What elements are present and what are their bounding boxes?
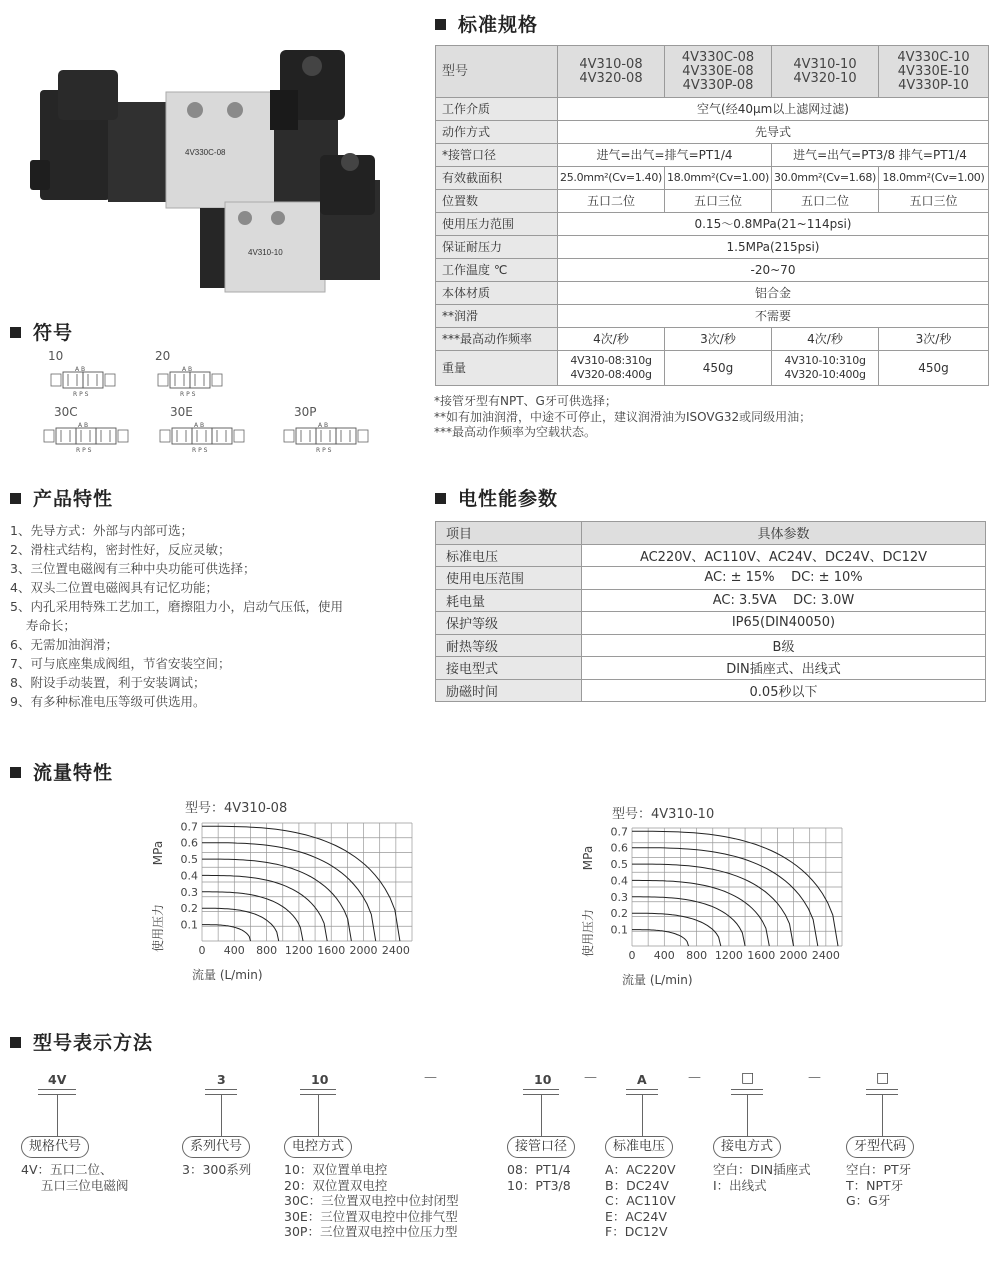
spec-notes bbox=[434, 394, 811, 441]
spec-label-lube: **润滑 bbox=[436, 305, 558, 328]
label-thread-code: 牙型代码 bbox=[846, 1136, 914, 1158]
flow-curve-p0.3 bbox=[202, 892, 303, 941]
chart1-title: 型号：4V310-08 bbox=[185, 801, 288, 816]
section-title-model: 型号表示方法 bbox=[10, 1028, 153, 1055]
spec-value-freq-2: 3次/秒 bbox=[665, 328, 772, 351]
y-axis-label: 使用压力 bbox=[581, 908, 595, 958]
x-axis-label: 流量 (L/min) bbox=[622, 973, 693, 987]
feature-item: 7、可与底座集成阀组，节省安装空间； bbox=[10, 656, 231, 671]
code-stem bbox=[642, 1095, 643, 1136]
y-tick-label: 0.7 bbox=[180, 820, 198, 834]
y-tick-label: 0.3 bbox=[610, 890, 628, 904]
y-tick-label: 0.2 bbox=[180, 902, 198, 916]
elec-row bbox=[436, 679, 986, 702]
elec-header-item: 项目 bbox=[436, 522, 582, 545]
spec-value-action: 先导式 bbox=[558, 121, 989, 144]
flow-curve-p0.1 bbox=[632, 930, 689, 946]
desc-series: 3：300系列 bbox=[182, 1162, 252, 1177]
spec-row-lube bbox=[436, 305, 989, 328]
note-3: ***最高动作频率为空载状态。 bbox=[434, 425, 597, 439]
elec-label: 保护等级 bbox=[436, 612, 582, 635]
spec-label-proof: 保证耐压力 bbox=[436, 236, 558, 259]
svg-text:R P S: R P S bbox=[192, 447, 208, 454]
flow-curve-p0.1 bbox=[202, 925, 251, 941]
spec-value-weight-2: 450g bbox=[665, 351, 772, 386]
symbol-diagram-10 bbox=[45, 364, 123, 404]
chart2-title: 型号：4V310-10 bbox=[612, 807, 715, 822]
spec-value-proof: 1.5MPa(215psi) bbox=[558, 236, 989, 259]
y-tick-label: 0.5 bbox=[610, 858, 628, 872]
spec-label-port: *接管口径 bbox=[436, 144, 558, 167]
code-dash: — bbox=[688, 1070, 701, 1085]
spec-row-proof bbox=[436, 236, 989, 259]
elec-label: 使用电压范围 bbox=[436, 567, 582, 590]
feature-item: 2、滑柱式结构，密封性好，反应灵敏； bbox=[10, 542, 231, 557]
elec-value: AC220V、AC110V、AC24V、DC24V、DC12V bbox=[582, 544, 986, 567]
elec-label: 接电型式 bbox=[436, 657, 582, 680]
flow-chart-4v310-10 bbox=[580, 820, 870, 990]
symbol-label-30e: 30E bbox=[170, 405, 193, 419]
spec-label-position: 位置数 bbox=[436, 190, 558, 213]
spec-row-material bbox=[436, 282, 989, 305]
feature-item: 5、内孔采用特殊工艺加工，磨擦阻力小，启动气压低，使用 bbox=[10, 599, 343, 614]
elec-row bbox=[436, 657, 986, 680]
symbol-label-10: 10 bbox=[48, 349, 64, 363]
flow-chart-4v310-08 bbox=[150, 815, 440, 985]
feature-item: 寿命长； bbox=[10, 618, 76, 633]
label-spec-code: 规格代号 bbox=[21, 1136, 89, 1158]
svg-text:A B: A B bbox=[194, 422, 205, 429]
label-series-code: 系列代号 bbox=[182, 1136, 250, 1158]
y-tick-label: 0.6 bbox=[610, 841, 628, 855]
spec-value-area-3: 30.0mm²(Cv=1.68) bbox=[772, 167, 879, 190]
elec-row bbox=[436, 634, 986, 657]
elec-label: 耐热等级 bbox=[436, 634, 582, 657]
features-list bbox=[10, 521, 410, 711]
x-tick-label: 800 bbox=[256, 944, 278, 957]
feature-item: 6、无需加油润滑； bbox=[10, 637, 118, 652]
code-stem bbox=[221, 1095, 222, 1136]
spec-table bbox=[435, 45, 989, 386]
spec-row-temp bbox=[436, 259, 989, 282]
section-title-flow: 流量特性 bbox=[10, 758, 113, 785]
y-tick-label: 0.3 bbox=[180, 885, 198, 899]
x-tick-label: 1600 bbox=[747, 949, 776, 962]
spec-value-weight-4: 450g bbox=[879, 351, 989, 386]
elec-row bbox=[436, 589, 986, 612]
feature-item: 9、有多种标准电压等级可供选用。 bbox=[10, 694, 206, 709]
spec-value-port-right: 进气=出气=PT3/8 排气=PT1/4 bbox=[772, 144, 989, 167]
desc-connection: 空白：DIN插座式 I：出线式 bbox=[713, 1162, 811, 1193]
code-part-connect: □ bbox=[741, 1070, 755, 1086]
elec-value: AC: 3.5VA DC: 3.0W bbox=[582, 589, 986, 612]
symbol-label-30p: 30P bbox=[294, 405, 317, 419]
label-port-size: 接管口径 bbox=[507, 1136, 575, 1158]
code-part-port: 10 bbox=[534, 1072, 552, 1087]
code-part-thread: □ bbox=[876, 1070, 890, 1086]
svg-text:A B: A B bbox=[182, 366, 193, 373]
spec-header-col1: 4V310-08 4V320-08 bbox=[558, 46, 665, 98]
spec-value-freq-3: 4次/秒 bbox=[772, 328, 879, 351]
y-tick-label: 0.4 bbox=[610, 874, 628, 888]
spec-value-position-1: 五口二位 bbox=[558, 190, 665, 213]
symbol-diagram-30c bbox=[42, 420, 140, 460]
code-part-control: 10 bbox=[311, 1072, 329, 1087]
svg-text:A B: A B bbox=[318, 422, 329, 429]
x-tick-label: 1200 bbox=[284, 944, 313, 957]
elec-header-row bbox=[436, 522, 986, 545]
desc-control: 10：双位置单电控 20：双位置双电控 30C：三位置双电控中位封闭型 30E：三位置双电控中位排气型 30P：三位置双电控中位压力型 bbox=[284, 1162, 459, 1239]
y-axis-label: 使用压力 bbox=[151, 903, 165, 953]
y-axis-unit: MPa bbox=[581, 845, 595, 871]
section-title-symbol: 符号 bbox=[10, 318, 73, 345]
spec-value-position-4: 五口三位 bbox=[879, 190, 989, 213]
product-photo bbox=[20, 30, 420, 305]
elec-row bbox=[436, 544, 986, 567]
spec-label-temp: 工作温度 ℃ bbox=[436, 259, 558, 282]
svg-text:R P S: R P S bbox=[76, 447, 92, 454]
y-tick-label: 0.1 bbox=[610, 923, 628, 937]
code-stem bbox=[318, 1095, 319, 1136]
spec-label-action: 动作方式 bbox=[436, 121, 558, 144]
spec-row-freq bbox=[436, 328, 989, 351]
svg-text:A B: A B bbox=[75, 366, 86, 373]
elec-label: 标准电压 bbox=[436, 544, 582, 567]
desc-spec: 4V：五口二位、 五口三位电磁阀 bbox=[21, 1162, 129, 1193]
spec-row-weight bbox=[436, 351, 989, 386]
section-title-electrical: 电性能参数 bbox=[435, 484, 558, 511]
spec-value-area-2: 18.0mm²(Cv=1.00) bbox=[665, 167, 772, 190]
note-2: **如有加油润滑，中途不可停止，建议润滑油为ISOVG32或同级用油； bbox=[434, 409, 812, 424]
code-dash: — bbox=[808, 1070, 821, 1085]
x-axis-label: 流量 (L/min) bbox=[192, 968, 263, 982]
section-title-features: 产品特性 bbox=[10, 484, 113, 511]
elec-value: 0.05秒以下 bbox=[582, 679, 986, 702]
spec-value-lube: 不需要 bbox=[558, 305, 989, 328]
x-tick-label: 2400 bbox=[811, 949, 840, 962]
code-stem bbox=[882, 1095, 883, 1136]
spec-label-area: 有效截面积 bbox=[436, 167, 558, 190]
spec-value-area-4: 18.0mm²(Cv=1.00) bbox=[879, 167, 989, 190]
symbol-diagram-30e bbox=[158, 420, 256, 460]
spec-row-medium bbox=[436, 98, 989, 121]
spec-row-port bbox=[436, 144, 989, 167]
spec-label-material: 本体材质 bbox=[436, 282, 558, 305]
symbol-diagram-30p bbox=[282, 420, 380, 460]
y-tick-label: 0.4 bbox=[180, 869, 198, 883]
elec-label: 耗电量 bbox=[436, 589, 582, 612]
spec-value-weight-1: 4V310-08:310g 4V320-08:400g bbox=[558, 351, 665, 386]
electrical-table bbox=[435, 521, 986, 702]
elec-value: B级 bbox=[582, 634, 986, 657]
x-tick-label: 1200 bbox=[714, 949, 743, 962]
code-part-spec: 4V bbox=[48, 1072, 67, 1087]
x-tick-label: 0 bbox=[628, 949, 636, 962]
x-tick-label: 800 bbox=[686, 949, 708, 962]
spec-value-weight-3: 4V310-10:310g 4V320-10:400g bbox=[772, 351, 879, 386]
x-tick-label: 2000 bbox=[779, 949, 808, 962]
x-tick-label: 1600 bbox=[317, 944, 346, 957]
section-title-spec: 标准规格 bbox=[435, 10, 538, 37]
elec-value: DIN插座式、出线式 bbox=[582, 657, 986, 680]
spec-value-position-2: 五口三位 bbox=[665, 190, 772, 213]
symbol-label-20: 20 bbox=[155, 349, 171, 363]
spec-label-medium: 工作介质 bbox=[436, 98, 558, 121]
desc-voltage: A：AC220V B：DC24V C：AC110V E：AC24V F：DC12V bbox=[605, 1162, 676, 1239]
spec-label-pressure: 使用压力范围 bbox=[436, 213, 558, 236]
elec-label: 励磁时间 bbox=[436, 679, 582, 702]
label-control-type: 电控方式 bbox=[284, 1136, 352, 1158]
spec-header-label: 型号 bbox=[436, 46, 558, 98]
code-stem bbox=[541, 1095, 542, 1136]
valve-4v330c-08-image bbox=[30, 50, 345, 210]
spec-row-pressure bbox=[436, 213, 989, 236]
flow-curve-p0.7 bbox=[202, 826, 400, 941]
spec-value-port-left: 进气=出气=排气=PT1/4 bbox=[558, 144, 772, 167]
valve1-label: 4V330C-08 bbox=[185, 148, 226, 157]
code-dash: — bbox=[424, 1070, 437, 1085]
svg-text:R P S: R P S bbox=[316, 447, 332, 454]
elec-value: IP65(DIN40050) bbox=[582, 612, 986, 635]
spec-value-medium: 空气(经40μm以上滤网过滤) bbox=[558, 98, 989, 121]
y-tick-label: 0.1 bbox=[180, 918, 198, 932]
spec-header-col3: 4V310-10 4V320-10 bbox=[772, 46, 879, 98]
feature-item: 1、先导方式：外部与内部可选； bbox=[10, 523, 193, 538]
spec-value-temp: -20~70 bbox=[558, 259, 989, 282]
elec-row bbox=[436, 567, 986, 590]
svg-text:R P S: R P S bbox=[73, 391, 89, 398]
feature-item: 3、三位置电磁阀有三种中央功能可供选择； bbox=[10, 561, 256, 576]
svg-text:R P S: R P S bbox=[180, 391, 196, 398]
y-tick-label: 0.5 bbox=[180, 853, 198, 867]
elec-header-param: 具体参数 bbox=[582, 522, 986, 545]
symbol-label-30c: 30C bbox=[54, 405, 78, 419]
flow-curve-p0.3 bbox=[632, 897, 745, 946]
spec-header-col2: 4V330C-08 4V330E-08 4V330P-08 bbox=[665, 46, 772, 98]
x-tick-label: 400 bbox=[223, 944, 245, 957]
elec-value: AC: ± 15% DC: ± 10% bbox=[582, 567, 986, 590]
spec-row-action bbox=[436, 121, 989, 144]
x-tick-label: 400 bbox=[653, 949, 675, 962]
spec-row-area bbox=[436, 167, 989, 190]
code-part-voltage: A bbox=[637, 1072, 647, 1087]
desc-port: 08：PT1/4 10：PT3/8 bbox=[507, 1162, 571, 1193]
feature-item: 4、双头二位置电磁阀具有记忆功能； bbox=[10, 580, 218, 595]
spec-label-freq: ***最高动作频率 bbox=[436, 328, 558, 351]
x-tick-label: 2000 bbox=[349, 944, 378, 957]
spec-value-freq-1: 4次/秒 bbox=[558, 328, 665, 351]
spec-header-col4: 4V330C-10 4V330E-10 4V330P-10 bbox=[879, 46, 989, 98]
y-tick-label: 0.2 bbox=[610, 907, 628, 921]
code-stem bbox=[57, 1095, 58, 1136]
spec-value-position-3: 五口二位 bbox=[772, 190, 879, 213]
spec-value-area-1: 25.0mm²(Cv=1.40) bbox=[558, 167, 665, 190]
code-dash: — bbox=[584, 1070, 597, 1085]
y-tick-label: 0.6 bbox=[180, 836, 198, 850]
desc-thread: 空白：PT牙 T：NPT牙 G：G牙 bbox=[846, 1162, 912, 1208]
label-voltage: 标准电压 bbox=[605, 1136, 673, 1158]
feature-item: 8、附设手动装置，利于安装调试； bbox=[10, 675, 206, 690]
svg-text:A B: A B bbox=[78, 422, 89, 429]
note-1: *接管牙型有NPT、G牙可供选择； bbox=[434, 394, 617, 408]
spec-label-weight: 重量 bbox=[436, 351, 558, 386]
flow-curve-p0.7 bbox=[632, 831, 838, 946]
spec-header-row bbox=[436, 46, 989, 98]
label-connection: 接电方式 bbox=[713, 1136, 781, 1158]
spec-value-material: 铝合金 bbox=[558, 282, 989, 305]
symbol-diagram-20 bbox=[152, 364, 230, 404]
spec-row-position bbox=[436, 190, 989, 213]
code-stem bbox=[747, 1095, 748, 1136]
valve2-label: 4V310-10 bbox=[248, 248, 283, 257]
x-tick-label: 2400 bbox=[381, 944, 410, 957]
code-part-series: 3 bbox=[217, 1072, 226, 1087]
y-tick-label: 0.7 bbox=[610, 825, 628, 839]
x-tick-label: 0 bbox=[198, 944, 206, 957]
elec-row bbox=[436, 612, 986, 635]
flow-curve-p0.5 bbox=[202, 859, 351, 941]
spec-value-freq-4: 3次/秒 bbox=[879, 328, 989, 351]
y-axis-unit: MPa bbox=[151, 840, 165, 866]
spec-value-pressure: 0.15～0.8MPa(21~114psi) bbox=[558, 213, 989, 236]
